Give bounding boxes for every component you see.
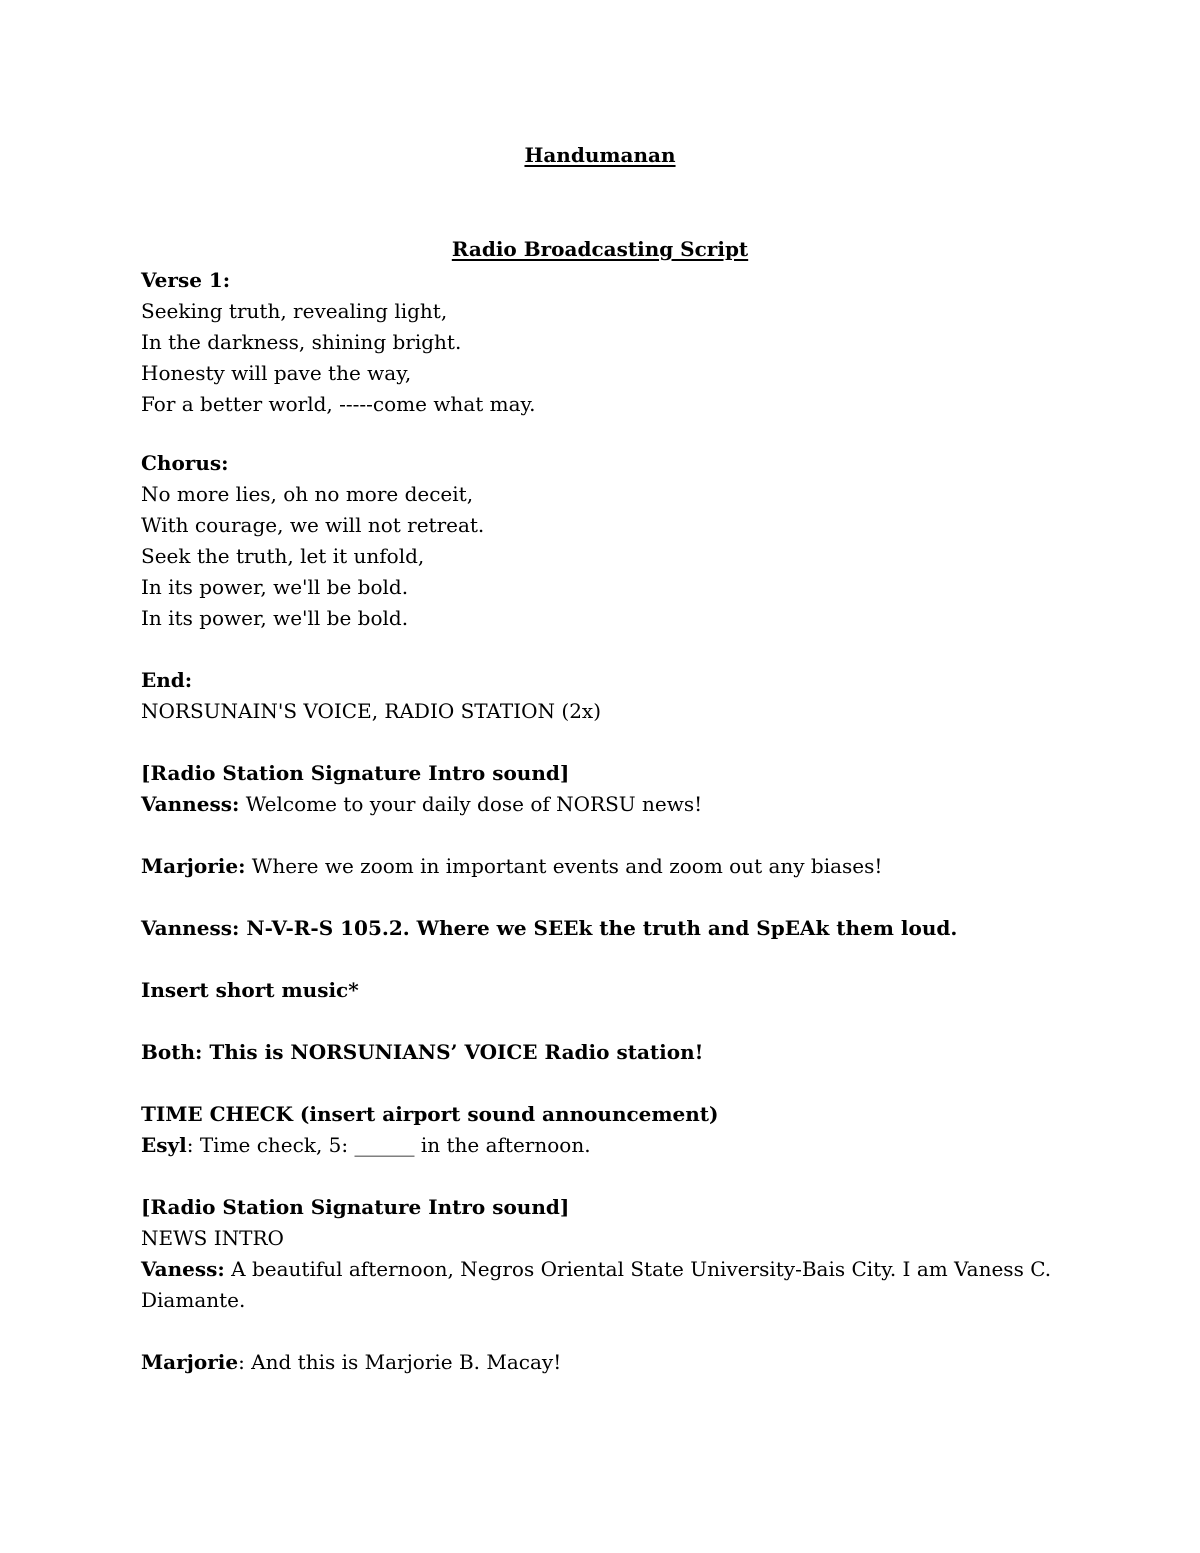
verse-heading: Verse 1: bbox=[141, 268, 231, 292]
chorus-heading: Chorus: bbox=[141, 451, 229, 475]
dialogue-text: : And this is Marjorie B. Macay! bbox=[238, 1350, 562, 1374]
speaker-name: Vaness: bbox=[141, 1257, 225, 1281]
document-subtitle: Radio Broadcasting Script bbox=[451, 237, 749, 261]
verse-line: In the darkness, shining bright. bbox=[141, 330, 462, 354]
both-line: Both: This is NORSUNIANS’ VOICE Radio station! bbox=[141, 1040, 704, 1064]
dialogue-text: : Time check, 5: ______ in the afternoon. bbox=[186, 1133, 591, 1157]
end-line: NORSUNAIN'S VOICE, RADIO STATION (2x) bbox=[141, 699, 602, 723]
document-title: Handumanan bbox=[524, 143, 676, 167]
chorus-line: No more lies, oh no more deceit, bbox=[141, 482, 474, 506]
verse-line: Seeking truth, revealing light, bbox=[141, 299, 448, 323]
intro-sound-cue: [Radio Station Signature Intro sound] bbox=[141, 761, 570, 785]
dialogue-line bbox=[141, 1254, 1052, 1285]
end-heading: End: bbox=[141, 668, 193, 692]
chorus-line: In its power, we'll be bold. bbox=[141, 606, 409, 630]
time-check-heading: TIME CHECK (insert airport sound announcement) bbox=[141, 1102, 719, 1126]
dialogue-continuation: Diamante. bbox=[141, 1288, 246, 1312]
dialogue-line bbox=[141, 851, 1041, 882]
dialogue-text: A beautiful afternoon, Negros Oriental State University-Bais City. I am Vaness C. bbox=[224, 1257, 1052, 1281]
speaker-name: Vanness: bbox=[141, 792, 240, 816]
speaker-name: Esyl bbox=[141, 1133, 187, 1157]
dialogue-text: Where we zoom in important events and zoom out any biases! bbox=[245, 854, 883, 878]
dialogue-line bbox=[141, 1347, 1041, 1378]
dialogue-line bbox=[141, 1130, 1041, 1161]
music-cue: Insert short music* bbox=[141, 978, 359, 1002]
dialogue-line bbox=[141, 789, 1041, 820]
verse-line: For a better world, -----come what may. bbox=[141, 392, 536, 416]
chorus-line: Seek the truth, let it unfold, bbox=[141, 544, 425, 568]
news-intro-heading: NEWS INTRO bbox=[141, 1226, 284, 1250]
verse-line: Honesty will pave the way, bbox=[141, 361, 412, 385]
speaker-name: Marjorie bbox=[141, 1350, 239, 1374]
intro-sound-cue: [Radio Station Signature Intro sound] bbox=[141, 1195, 570, 1219]
dialogue-text: Welcome to your daily dose of NORSU news! bbox=[239, 792, 703, 816]
chorus-line: With courage, we will not retreat. bbox=[141, 513, 485, 537]
speaker-name: Marjorie: bbox=[141, 854, 246, 878]
dialogue-line-bold: Vanness: N-V-R-S 105.2. Where we SEEk the truth and SpEAk them loud. bbox=[141, 916, 958, 940]
chorus-line: In its power, we'll be bold. bbox=[141, 575, 409, 599]
